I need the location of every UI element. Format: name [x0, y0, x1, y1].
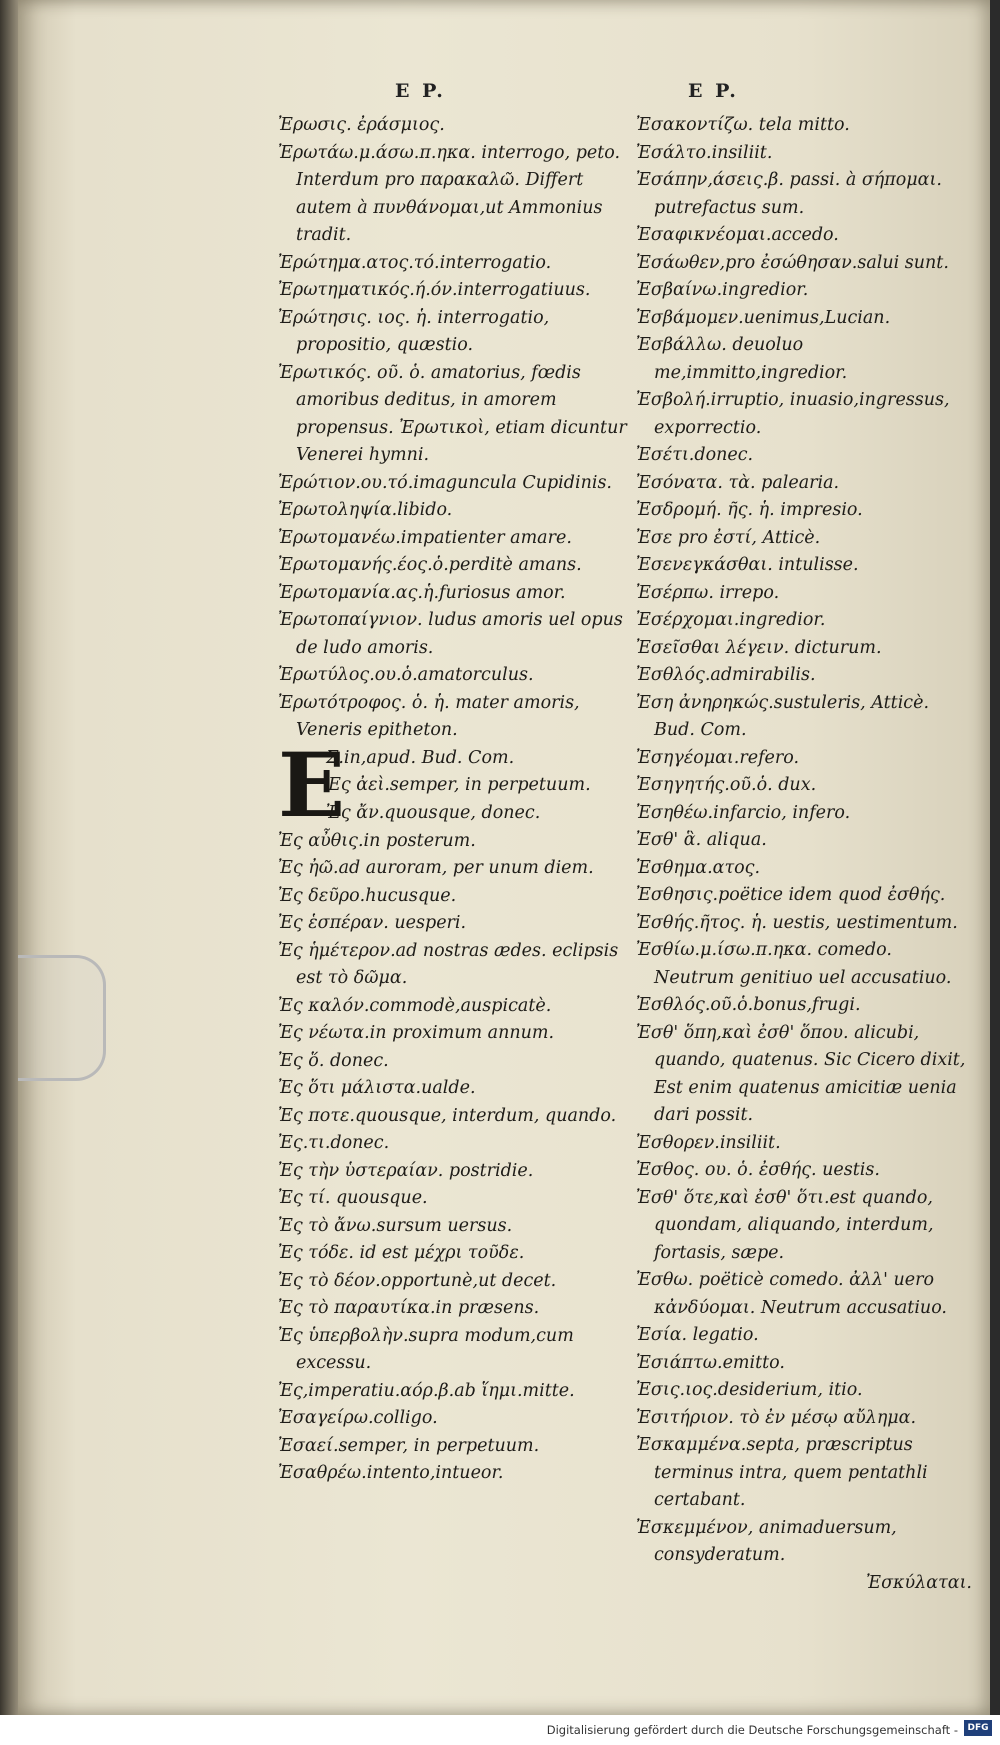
dictionary-entry: Ἐσεῖσθαι λέγειν. dicturum.: [636, 637, 882, 658]
left-entries-top: [278, 112, 628, 745]
dictionary-entry: Ἐς ἡμέτερον.ad nostras ædes. eclipsis est τὸ δῶμα.: [278, 940, 619, 988]
dictionary-entry: Ἐρωτότροφος. ὁ. ἡ. mater amoris, Veneris epitheton.: [278, 692, 580, 740]
dictionary-entry: Ἐς τόδε. id est μέχρι τοῦδε.: [278, 1243, 525, 1263]
footer-credit: Digitalisierung gefördert durch die Deutsche Forschungsgemeinschaft -: [546, 1723, 958, 1737]
dictionary-entry: Ἐς τὸ παραυτίκα.in præsens.: [278, 1298, 540, 1318]
initial-block: [278, 732, 628, 837]
dictionary-entry: Ἐσάλτο.insiliit.: [636, 142, 773, 163]
dictionary-entry: Ἐσε pro ἐστί, Atticè.: [636, 527, 821, 548]
dictionary-entry: Ἐσθ' ὅπη,καὶ ἐσθ' ὅπου. alicubi, quando, quatenus. Sic Cicero dixit, Est enim quatenus amicitiæ uenia dari possit.: [636, 1022, 966, 1125]
initial-line-1: Σ.in,apud. Bud. Com.: [326, 747, 515, 768]
dictionary-entry: Ἐσόνατα. τὰ. palearia.: [636, 472, 840, 493]
dictionary-entry: Ἐς καλόν.commodè,auspicatè.: [278, 995, 552, 1016]
dictionary-entry: Ἐρώτημα.ατος.τό.interrogatio.: [278, 252, 552, 273]
dictionary-entry: Ἐσβάλλω. deuoluo me,immitto,ingredior.: [636, 335, 848, 383]
right-column: [636, 112, 972, 1597]
dictionary-entry: Ἐς ἑσπέραν. uesperi.: [278, 913, 467, 933]
dictionary-entry: Ἐρωτομανέω.impatienter amare.: [278, 527, 572, 548]
dictionary-entry: Ἐρωτοπαίγνιον. ludus amoris uel opus de ludo amoris.: [278, 610, 623, 658]
dictionary-entry: Ἐσκαμμένα.septa, præscriptus terminus intra, quem pentathli certabant.: [636, 1435, 928, 1510]
dictionary-entry: Ἐς τὴν ὑστεραίαν. postridie.: [278, 1160, 534, 1181]
digitization-footer: [0, 1715, 1000, 1745]
dictionary-entry: Ἐς,imperatiu.αόρ.β.ab ἵημι.mitte.: [278, 1380, 575, 1401]
dfg-logo: DFG: [964, 1720, 992, 1736]
catchword: Ἐσκύλαται.: [866, 1572, 972, 1593]
dictionary-entry: Ἐσηγητής.οῦ.ὁ. dux.: [636, 775, 817, 795]
dictionary-entry: Ἐρωτομανής.έος.ὁ.perditè amans.: [278, 555, 582, 575]
dictionary-entry: Ἐς τὸ ἄνω.sursum uersus.: [278, 1215, 513, 1236]
dictionary-entry: Ἐσενεγκάσθαι. intulisse.: [636, 555, 859, 575]
dictionary-entry: Ἐσηγέομαι.refero.: [636, 747, 800, 768]
dictionary-entry: Ἐσθω. poëticè comedo. ἀλλ' uero κἀνδύομαι. Neutrum accusatiuo.: [636, 1270, 947, 1318]
initial-line-3: Ἐς ἄν.quousque, donec.: [326, 802, 541, 823]
dictionary-entry: Ἐσιάπτω.emitto.: [636, 1352, 785, 1373]
dictionary-entry: Ἐσκεμμένον, animaduersum, consyderatum.: [636, 1517, 897, 1565]
dictionary-entry: Ἐς αὖθις.in posterum.: [278, 830, 476, 851]
dictionary-entry: Ἐρωτικός. οῦ. ὁ. amatorius, fœdis amoribus deditus, in amorem propensus. Ἐρωτικοὶ, etiam dicuntur Venerei hymni.: [278, 362, 627, 465]
dictionary-entry: Ἐρωτομανία.ας.ἡ.furiosus amor.: [278, 582, 566, 603]
dictionary-entry: Ἐσαφικνέομαι.accedo.: [636, 225, 839, 245]
dictionary-entry: Ἐρωτοληψία.libido.: [278, 500, 453, 520]
dictionary-entry: Ἐσία. legatio.: [636, 1325, 759, 1345]
dictionary-entry: Ἐσθος. ου. ὁ. ἐσθής. uestis.: [636, 1160, 880, 1180]
dictionary-entry: Ἐσέρχομαι.ingredior.: [636, 610, 826, 630]
dictionary-entry: Ἐσις.ιος.desiderium, itio.: [636, 1380, 863, 1400]
drop-cap-initial: E: [278, 732, 346, 837]
dictionary-entry: Ἐς ποτε.quousque, interdum, quando.: [278, 1105, 617, 1126]
dictionary-entry: Ἐσάπην,άσεις.β. passi. à σήπομαι. putrefactus sum.: [636, 170, 942, 218]
left-entries-bottom: [278, 828, 628, 1488]
dictionary-entry: Ἐς ὑπερβολὴν.supra modum,cum excessu.: [278, 1325, 574, 1373]
dictionary-entry: Ἐς.τι.donec.: [278, 1133, 390, 1153]
dictionary-entry: Ἐσθ' ἃ. aliqua.: [636, 830, 767, 850]
dictionary-entry: Ἐς δεῦρο.hucusque.: [278, 885, 457, 906]
dictionary-entry: Ἐρώτησις. ιος. ἡ. interrogatio, propositio, quæstio.: [278, 307, 550, 355]
dictionary-entry: Ἐσθημα.ατος.: [636, 857, 761, 878]
dictionary-entry: Ἐσάωθεν,pro ἐσώθησαν.salui sunt.: [636, 252, 949, 273]
dictionary-entry: Ἐς ὅ. donec.: [278, 1050, 389, 1071]
running-head-right: E P.: [688, 80, 739, 102]
dictionary-entry: Ἐσθλός.οῦ.ὁ.bonus,frugi.: [636, 995, 861, 1015]
dictionary-entry: Ἐρωτύλος.ου.ὁ.amatorculus.: [278, 665, 534, 685]
dictionary-entry: Ἐσθλός.admirabilis.: [636, 665, 816, 685]
dictionary-entry: Ἐσθορεν.insiliit.: [636, 1132, 781, 1153]
dictionary-entry: Ἐς νέωτα.in proximum annum.: [278, 1023, 555, 1043]
page-clip: [18, 955, 106, 1081]
right-entries: [636, 112, 972, 1570]
dictionary-entry: Ἐσαεί.semper, in perpetuum.: [278, 1435, 540, 1456]
dictionary-entry: Ἐσβαίνω.ingredior.: [636, 280, 809, 300]
left-column: [278, 112, 628, 1488]
initial-line-2: Ἐς ἀεὶ.semper, in perpetuum.: [326, 775, 591, 795]
dictionary-entry: Ἐσαγείρω.colligo.: [278, 1408, 438, 1428]
dictionary-entry: Ἐσβολή.irruptio, inuasio,ingressus, exporrectio.: [636, 390, 950, 438]
dictionary-entry: Ἐσαθρέω.intento,intueor.: [278, 1463, 504, 1483]
dictionary-entry: Ἐς ἠῶ.ad auroram, per unum diem.: [278, 858, 594, 878]
dictionary-entry: Ἐσδρομή. ῆς. ἡ. impresio.: [636, 500, 863, 520]
dictionary-entry: Ἐση ἀνηρηκώς.sustuleris, Atticè. Bud. Com.: [636, 692, 930, 740]
dictionary-entry: Ἐσακοντίζω. tela mitto.: [636, 115, 850, 135]
dictionary-entry: Ἐς ὅτι μάλιστα.ualde.: [278, 1078, 476, 1098]
dictionary-entry: Ἐσθησις.poëtice idem quod ἐσθής.: [636, 885, 946, 905]
dictionary-entry: Ἐσθίω.μ.ίσω.π.ηκα. comedo. Neutrum genitiuo uel accusatiuo.: [636, 940, 952, 988]
dictionary-entry: Ἐσέρπω. irrepo.: [636, 582, 780, 603]
dictionary-entry: Ἐς τί. quousque.: [278, 1188, 428, 1208]
dictionary-entry: Ἐσιτήριον. τὸ ἐν μέσῳ αὔλημα.: [636, 1407, 917, 1428]
dictionary-entry: Ἐρωτάω.μ.άσω.π.ηκα. interrogo, peto. Interdum pro παρακαλῶ. Differt autem à πυνθάνομαι,ut Ammonius tradit.: [278, 142, 621, 245]
dictionary-entry: Ἐρώτιον.ου.τό.imaguncula Cupidinis.: [278, 472, 612, 493]
dictionary-entry: Ἐρωτηματικός.ή.όν.interrogatiuus.: [278, 280, 591, 300]
dictionary-entry: Ἐσθ' ὅτε,καὶ ἐσθ' ὅτι.est quando, quondam, aliquando, interdum, fortasis, sæpe.: [636, 1187, 934, 1263]
dictionary-entry: Ἐσθής.ῆτος. ἡ. uestis, uestimentum.: [636, 912, 958, 933]
dictionary-entry: Ἐσηθέω.infarcio, infero.: [636, 802, 851, 823]
dictionary-entry: Ἐσβάμομεν.uenimus,Lucian.: [636, 307, 891, 328]
running-head-left: E P.: [395, 80, 446, 102]
dictionary-entry: Ἐς τὸ δέον.opportunè,ut decet.: [278, 1270, 557, 1291]
dictionary-entry: Ἐσέτι.donec.: [636, 445, 754, 465]
dictionary-entry: Ἐρωσις. ἐράσμιος.: [278, 115, 445, 135]
